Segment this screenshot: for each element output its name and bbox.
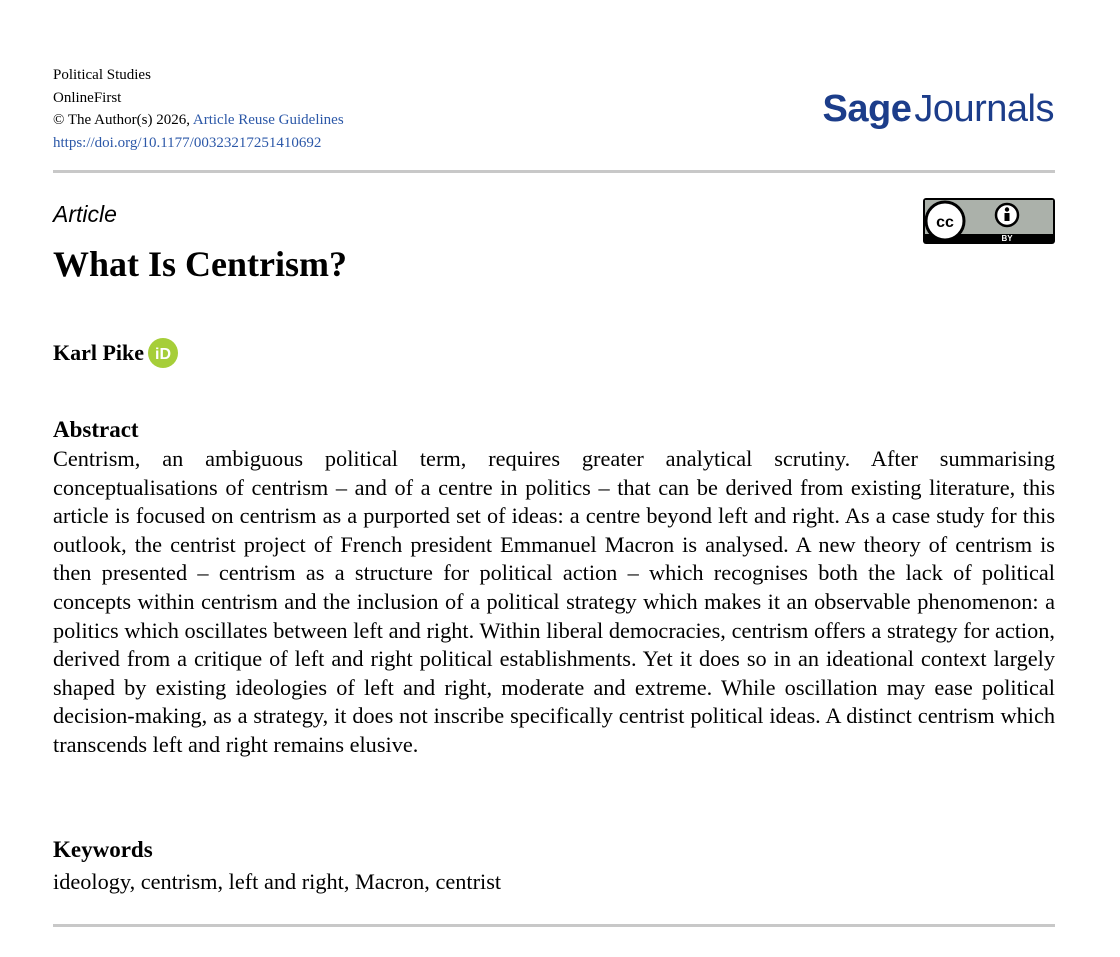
sage-journals-logo[interactable] <box>823 88 1054 131</box>
doi-line <box>53 132 344 155</box>
doi-link[interactable]: https://doi.org/10.1177/00323217251410692 <box>53 134 322 151</box>
cc-by-license-badge[interactable] <box>923 198 1055 244</box>
publication-metadata <box>53 64 344 154</box>
abstract-text: Centrism, an ambiguous political term, requires greater analytical scrutiny. After summarising conceptualisations of centrism – and of a centre in politics – that can be derived from existing literature, this article is focused on centrism as a purported set of ideas: a centre beyond left and right. As a case study for this outlook, the centrist project of French president Emmanuel Macron is analysed. A new theory of centrism is then presented – centrism as a structure for political action – which recognises both the lack of political concepts within centrism and the inclusion of a political strategy which makes it an observable phenomenon: a politics which oscillates between left and right. Within liberal democracies, centrism offers a strategy for action, derived from a critique of left and right political establishments. Yet it does so in an ideational context largely shaped by existing ideologies of left and right, moderate and extreme. While oscillation may ease political decision-making, as a strategy, it does not inscribe specifically centrist political ideas. A distinct centrism which transcends left and right remains elusive. <box>53 446 1055 757</box>
publication-status: OnlineFirst <box>53 89 122 106</box>
keywords-list: ideology, centrism, left and right, Macron, centrist <box>53 869 502 894</box>
logo-journals-text: Journals <box>914 88 1054 130</box>
orcid-icon-text: iD <box>155 346 172 363</box>
header-divider <box>53 170 1055 173</box>
footer-divider <box>53 924 1055 927</box>
copyright-line <box>53 109 344 132</box>
abstract-heading: Abstract <box>53 417 139 442</box>
keywords-heading: Keywords <box>53 837 153 862</box>
article-type-label: Article <box>53 201 117 227</box>
orcid-icon[interactable] <box>148 338 178 368</box>
cc-by-icon <box>923 198 1055 244</box>
by-text: BY <box>1001 234 1013 243</box>
article-title: What Is Centrism? <box>53 244 347 284</box>
cc-text: cc <box>936 214 954 231</box>
logo-sage-text: Sage <box>822 88 912 130</box>
copyright-text: © The Author(s) 2026, <box>53 112 193 128</box>
author-name[interactable]: Karl Pike <box>53 340 145 365</box>
journal-name: Political Studies <box>53 67 151 83</box>
article-reuse-guidelines-link[interactable]: Article Reuse Guidelines <box>192 112 344 128</box>
author-line <box>53 338 178 368</box>
